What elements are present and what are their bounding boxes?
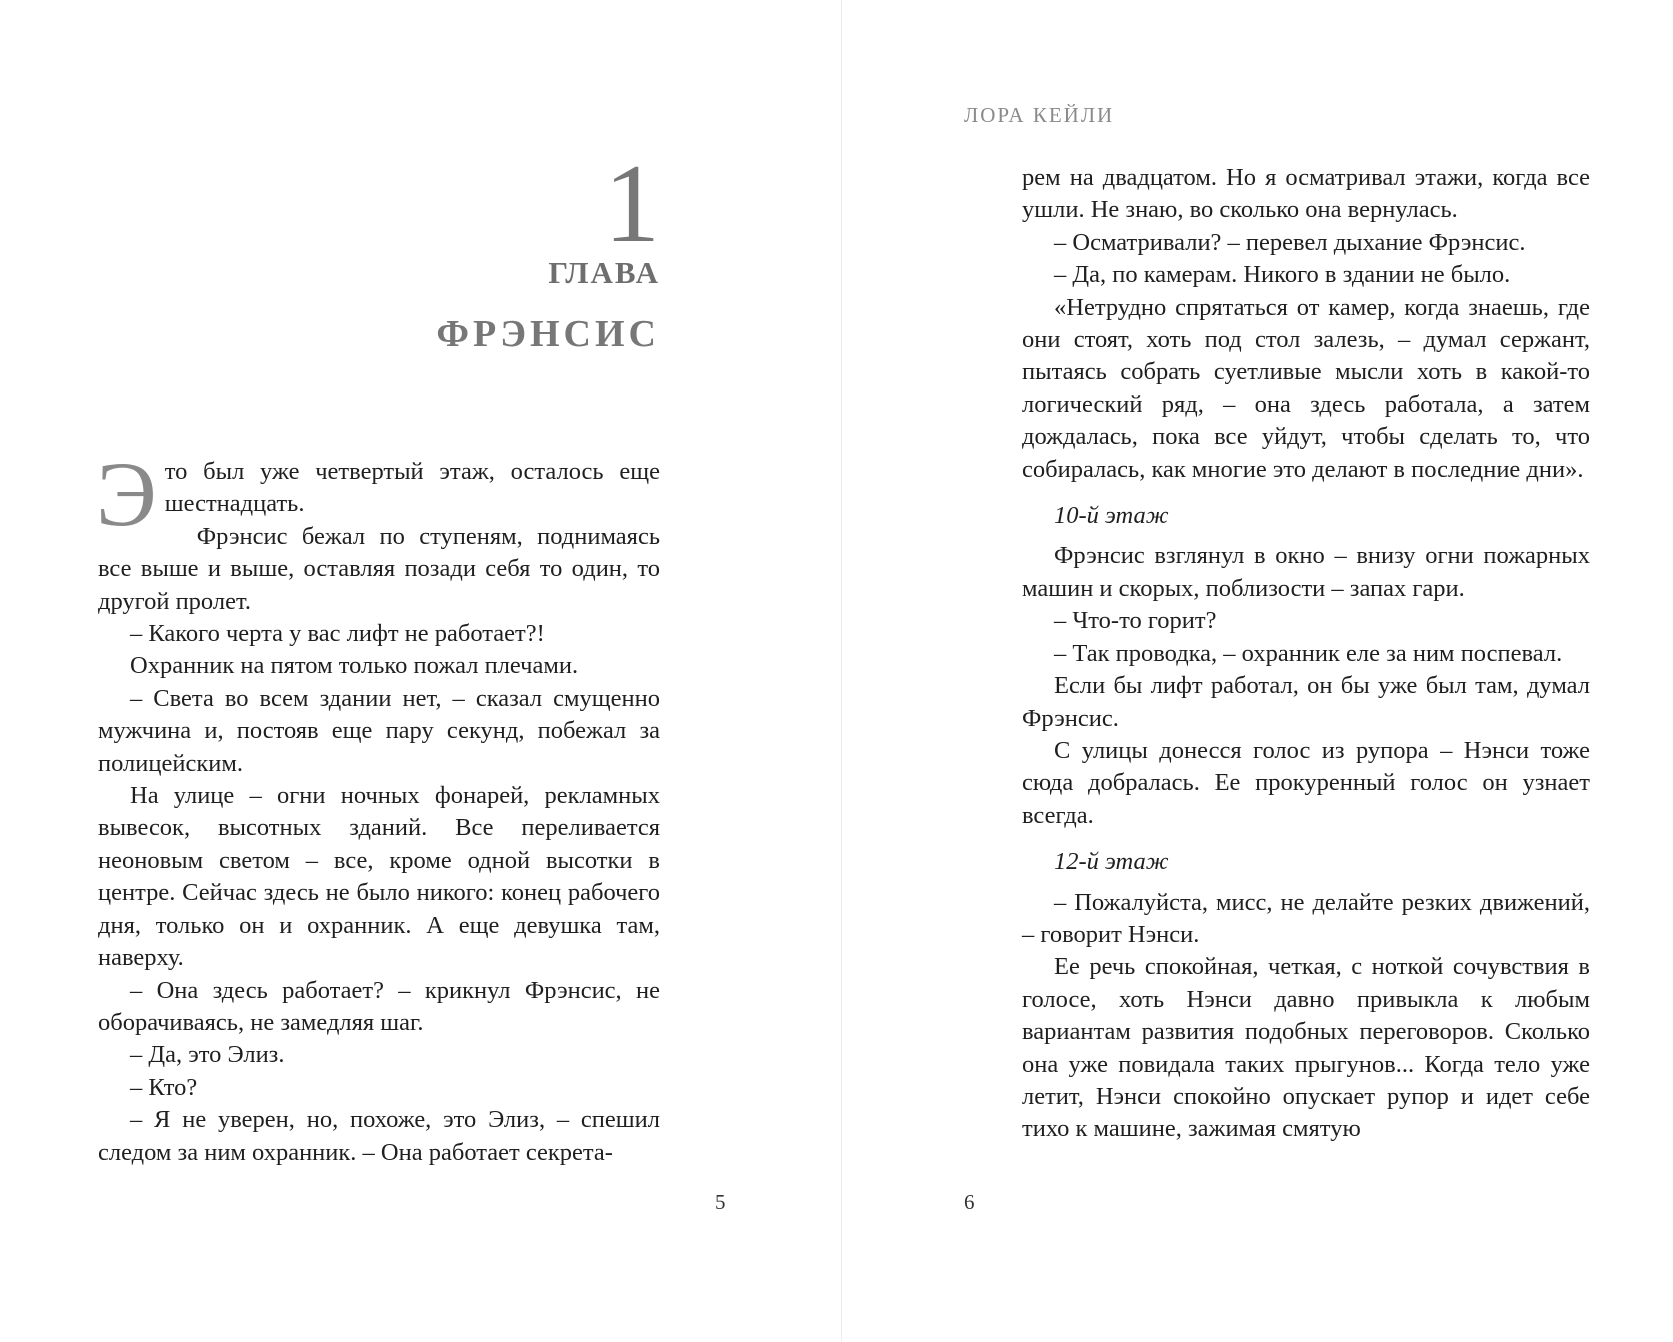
paragraph: – Какого черта у вас лифт не работает?! [130, 620, 545, 648]
paragraph: «Нетрудно спрятаться от камер, когда знаешь, где они стоят, хоть под стол залезь, – думал сержант, пытаясь собрать суетливые мысли хоть в какой-то логический ряд, – она здесь работала, а затем дождалась, пока все уйдут, чтобы сделать то, что собиралась, как многие это делают в последние дни». [1022, 293, 1590, 483]
paragraph: Фрэнсис бежал по ступеням, поднимаясь все выше и выше, оставляя позади себя то один, то другой пролет. [98, 522, 660, 615]
paragraph [96, 443, 660, 545]
chapter-label: ГЛАВА [548, 255, 660, 290]
paragraph: – Так проводка, – охранник еле за ним поспевал. [1054, 639, 1563, 667]
chapter-number: 1 [604, 142, 660, 266]
paragraph: – Пожалуйста, мисс, не делайте резких движений, – говорит Нэнси. [1022, 888, 1590, 948]
paragraph: С улицы донесся голос из рупора – Нэнси тоже сюда добралась. Ее прокуренный голос он узнает всегда. [1022, 736, 1590, 829]
section-heading: 10-й этаж [1054, 502, 1169, 530]
paragraph: – Да, это Элиз. [130, 1041, 285, 1069]
paragraph: – Осматривали? – перевел дыхание Фрэнсис. [1054, 228, 1526, 256]
paragraph: Ее речь спокойная, четкая, с ноткой сочувствия в голосе, хоть Нэнси давно привыкла к любым вариантам развития подобных переговоров. Сколько она уже повидала таких прыгунов... Когда тело уже летит, Нэнси спокойно опускает рупор и идет себе тихо к машине, зажимая смятую [1022, 953, 1590, 1143]
paragraph: Если бы лифт работал, он бы уже был там, думал Фрэнсис. [1022, 672, 1590, 732]
left-body-text [96, 443, 660, 1169]
paragraph: – Да, по камерам. Никого в здании не было. [1054, 261, 1511, 289]
paragraph: – Что-то горит? [1054, 607, 1217, 635]
section-heading: 12-й этаж [1054, 848, 1169, 876]
paragraph: – Я не уверен, но, похоже, это Элиз, – спешил следом за ним охранник. – Она работает секрета- [98, 1106, 660, 1166]
paragraph: – Кто? [130, 1073, 198, 1101]
paragraph-text: то был уже четвертый этаж, осталось еще шестнадцать. [164, 458, 660, 518]
right-page [842, 0, 1673, 1342]
running-head: ЛОРА КЕЙЛИ [964, 103, 1115, 127]
chapter-title: ФРЭНСИС [436, 313, 660, 355]
paragraph: Фрэнсис взглянул в окно – внизу огни пожарных машин и скорых, поблизости – запах гари. [1022, 542, 1590, 602]
page-number: 6 [964, 1190, 975, 1214]
paragraph: рем на двадцатом. Но я осматривал этажи, когда все ушли. Не знаю, во сколько она вернулась. [1022, 164, 1590, 224]
paragraph: – Она здесь работает? – крикнул Фрэнсис, не оборачиваясь, не замедляя шаг. [98, 976, 660, 1036]
right-body-text [1022, 162, 1590, 1146]
paragraph: На улице – огни ночных фонарей, рекламных вывесок, высотных зданий. Все переливается неоновым светом – все, кроме одной высотки в центре. Сейчас здесь не было никого: конец рабочего дня, только он и охранник. А еще девушка там, наверху. [98, 782, 660, 972]
drop-cap: Э [96, 443, 157, 545]
paragraph: Охранник на пятом только пожал плечами. [130, 652, 579, 680]
page-number: 5 [715, 1190, 726, 1214]
paragraph: – Света во всем здании нет, – сказал смущенно мужчина и, постояв еще пару секунд, побежал за полицейским. [98, 684, 660, 777]
